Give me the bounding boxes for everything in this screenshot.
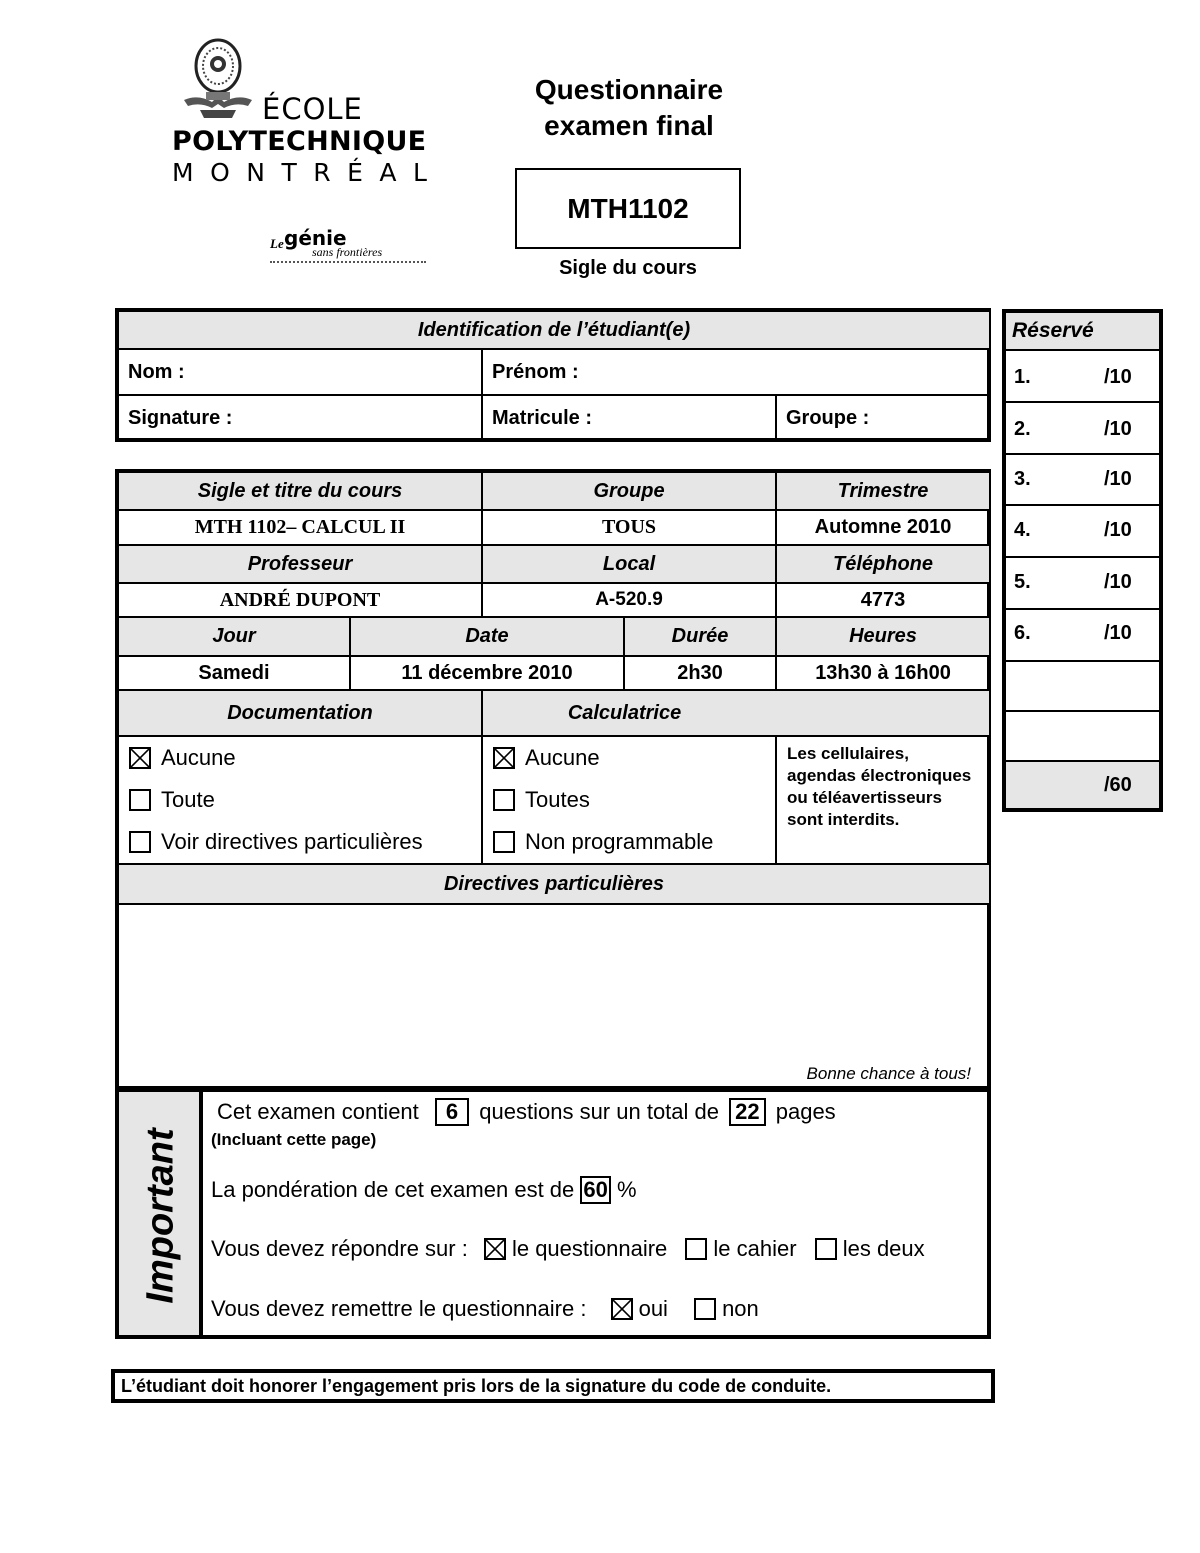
local-header: Local	[482, 545, 776, 583]
heures-value: 13h30 à 16h00	[776, 656, 990, 690]
slogan-le: Le	[270, 236, 284, 251]
trimestre-header: Trimestre	[776, 472, 990, 510]
return-checkbox-non[interactable]	[694, 1298, 716, 1320]
duree-header: Durée	[624, 617, 776, 656]
answer-label-questionnaire: le questionnaire	[511, 1236, 668, 1261]
directives-header: Directives particulières	[118, 864, 990, 904]
calculatrice-options	[482, 736, 776, 864]
reserved-row-5	[1006, 558, 1159, 610]
local-value: A-520.9	[482, 583, 776, 617]
weight-text-b: %	[617, 1177, 637, 1202]
important-sidebar	[119, 1092, 203, 1335]
reserved-row-blank-1	[1006, 662, 1159, 712]
reserved-header	[1006, 313, 1159, 351]
logo-montreal: MONTRÉAL	[172, 158, 444, 187]
calc-option-aucune[interactable]	[493, 737, 765, 779]
doc-label-toute: Toute	[161, 787, 215, 812]
reserved-row-6	[1006, 610, 1159, 662]
jour-header: Jour	[118, 617, 350, 656]
return-checkbox-oui[interactable]	[611, 1298, 633, 1320]
doc-checkbox-directives[interactable]	[129, 831, 151, 853]
sigle-value: MTH 1102– CALCUL II	[118, 510, 482, 545]
row-1-num: 1.	[1014, 366, 1031, 388]
slogan-genie: génie	[284, 226, 347, 250]
course-code-box: MTH1102	[515, 168, 741, 249]
weight-text-a: La pondération de cet examen est de	[211, 1177, 575, 1202]
answer-label-deux: les deux	[842, 1236, 925, 1261]
doc-label-aucune: Aucune	[161, 745, 236, 770]
groupe-header: Groupe	[482, 472, 776, 510]
title-line-2: examen final	[544, 110, 714, 141]
calc-label-non-programmable: Non programmable	[525, 829, 714, 854]
calc-label-toutes: Toutes	[525, 787, 590, 812]
telephone-header: Téléphone	[776, 545, 990, 583]
answer-label-cahier: le cahier	[713, 1236, 797, 1261]
return-label-oui: oui	[638, 1296, 668, 1321]
duree-value: 2h30	[624, 656, 776, 690]
important-label: Important	[139, 1128, 182, 1304]
doc-option-toute[interactable]	[129, 779, 471, 821]
return-label-non: non	[722, 1296, 759, 1321]
weight-line	[211, 1176, 637, 1204]
row-2-out-of: /10	[1104, 418, 1132, 440]
student-identification-table	[115, 308, 991, 442]
school-crest-icon	[178, 36, 258, 120]
questions-text-a: Cet examen contient	[217, 1099, 419, 1124]
reserved-row-3	[1006, 455, 1159, 506]
reserved-title: Réservé	[1012, 319, 1094, 342]
questions-count: 6	[435, 1098, 469, 1126]
return-text-a: Vous devez remettre le questionnaire :	[211, 1296, 587, 1321]
reserved-grading-panel	[1002, 309, 1163, 812]
weight-value: 60	[580, 1176, 610, 1204]
date-header: Date	[350, 617, 624, 656]
row-5-out-of: /10	[1104, 571, 1132, 593]
page-title	[500, 72, 758, 144]
title-line-1: Questionnaire	[534, 74, 724, 105]
row-1-out-of: /10	[1104, 366, 1132, 388]
calc-label-aucune: Aucune	[525, 745, 600, 770]
answer-text-a: Vous devez répondre sur :	[211, 1236, 468, 1261]
doc-option-directives[interactable]	[129, 821, 471, 863]
telephone-value: 4773	[776, 583, 990, 617]
jour-value: Samedi	[118, 656, 350, 690]
calculatrice-note: Les cellulaires, agendas électroniques ou téléavertisseurs sont interdits.	[776, 736, 990, 864]
calc-checkbox-toutes[interactable]	[493, 789, 515, 811]
questions-note: (Incluant cette page)	[211, 1130, 377, 1149]
reserved-row-1	[1006, 351, 1159, 403]
answer-checkbox-deux[interactable]	[815, 1238, 837, 1260]
questions-text-b: questions sur un total de	[479, 1099, 719, 1124]
nom-field[interactable]: Nom :	[118, 349, 482, 395]
row-5-num: 5.	[1014, 571, 1031, 593]
reserved-row-2	[1006, 403, 1159, 455]
calc-checkbox-aucune[interactable]	[493, 747, 515, 769]
pages-count: 22	[729, 1098, 765, 1126]
professeur-value: ANDRÉ DUPONT	[118, 583, 482, 617]
doc-checkbox-aucune[interactable]	[129, 747, 151, 769]
calc-option-toutes[interactable]	[493, 779, 765, 821]
reserved-total-row	[1006, 762, 1159, 808]
signature-field[interactable]: Signature :	[118, 395, 482, 441]
row-4-num: 4.	[1014, 519, 1031, 541]
doc-option-aucune[interactable]	[129, 737, 471, 779]
calculatrice-header-label: Calculatrice	[567, 701, 682, 724]
groupe-value: TOUS	[482, 510, 776, 545]
slogan-sans-frontieres: sans frontières	[312, 245, 383, 259]
answer-checkbox-questionnaire[interactable]	[484, 1238, 506, 1260]
reserved-row-4	[1006, 506, 1159, 558]
prenom-field[interactable]: Prénom :	[482, 349, 990, 395]
trimestre-value: Automne 2010	[776, 510, 990, 545]
answer-checkbox-cahier[interactable]	[685, 1238, 707, 1260]
code-of-conduct-notice: L’étudiant doit honorer l’engagement pris lors de la signature du code de conduite.	[111, 1369, 995, 1403]
row-2-num: 2.	[1014, 418, 1031, 440]
return-line	[211, 1296, 759, 1322]
documentation-options	[118, 736, 482, 864]
documentation-header: Documentation	[118, 690, 482, 736]
matricule-field[interactable]: Matricule :	[482, 395, 776, 441]
questions-line	[217, 1098, 836, 1126]
groupe-field[interactable]: Groupe :	[776, 395, 990, 441]
directives-area[interactable]	[118, 904, 990, 1087]
doc-label-directives: Voir directives particulières	[161, 829, 423, 854]
row-3-out-of: /10	[1104, 468, 1132, 490]
calc-checkbox-non-programmable[interactable]	[493, 831, 515, 853]
row-3-num: 3.	[1014, 468, 1031, 490]
calculatrice-header	[482, 690, 990, 736]
reserved-total: /60	[1104, 774, 1132, 796]
sigle-header: Sigle et titre du cours	[118, 472, 482, 510]
directives-closing: Bonne chance à tous!	[806, 1064, 972, 1083]
answer-line	[211, 1236, 925, 1262]
row-6-out-of: /10	[1104, 622, 1132, 644]
slogan-underline	[270, 261, 426, 263]
reserved-row-blank-2	[1006, 712, 1159, 762]
logo-ecole: ÉCOLE	[262, 92, 363, 126]
professeur-header: Professeur	[118, 545, 482, 583]
doc-checkbox-toute[interactable]	[129, 789, 151, 811]
row-4-out-of: /10	[1104, 519, 1132, 541]
calc-option-non-programmable[interactable]	[493, 821, 765, 863]
important-section	[119, 1088, 987, 1335]
date-value: 11 décembre 2010	[350, 656, 624, 690]
logo-polytechnique: POLYTECHNIQUE	[172, 126, 427, 157]
identification-header: Identification de l’étudiant(e)	[118, 311, 990, 349]
row-6-num: 6.	[1014, 622, 1031, 644]
course-code-caption: Sigle du cours	[559, 257, 697, 279]
course-info-panel	[115, 469, 991, 1339]
heures-header: Heures	[776, 617, 990, 656]
questions-text-c: pages	[775, 1099, 836, 1124]
